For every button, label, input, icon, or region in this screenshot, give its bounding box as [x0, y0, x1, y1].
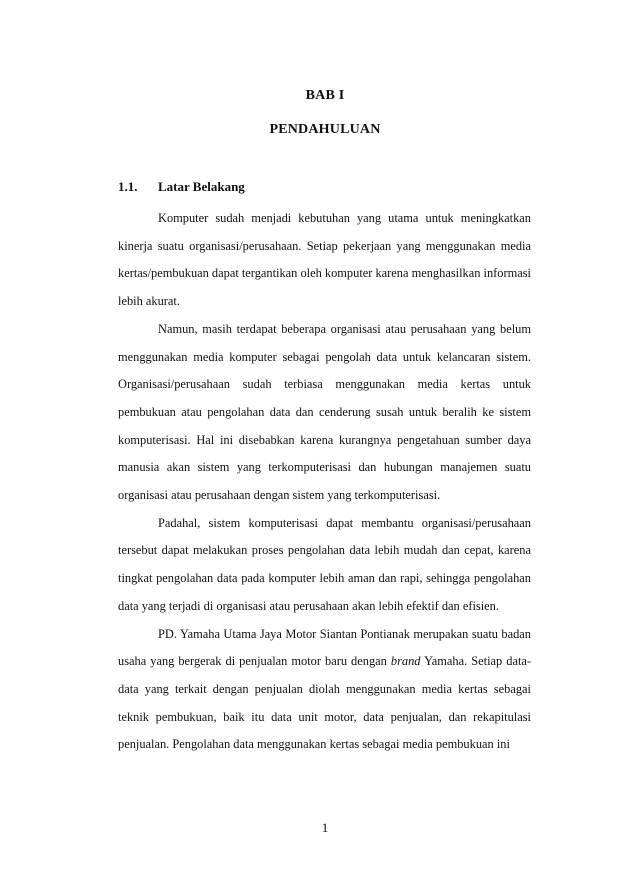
- paragraph-4-text-before: PD. Yamaha Utama Jaya Motor Siantan Pontianak merupakan suatu badan usaha yang bergerak di penjualan motor baru dengan: [118, 626, 531, 669]
- section-heading: [118, 179, 245, 195]
- chapter-title: PENDAHULUAN: [269, 122, 381, 137]
- body-text: [118, 205, 531, 759]
- paragraph-2: Namun, masih terdapat beberapa organisasi atau perusahaan yang belum menggunakan media komputer sebagai pengolah data untuk kelancaran sistem. Organisasi/perusahaan sudah terbiasa menggunakan media kertas untuk pembukuan atau pengolahan data dan cenderung susah untuk beralih ke sistem komputerisasi. Hal ini disebabkan karena kurangnya pengetahuan sumber daya manusia akan sistem yang terkomputerisasi dan hubungan manajemen suatu organisasi atau perusahaan dengan sistem yang terkomputerisasi.: [118, 321, 531, 503]
- paragraph-4-text-after: Yamaha. Setiap data-data yang terkait dengan penjualan diolah menggunakan media kertas sebagai teknik pembukuan, baik itu data unit motor, data penjualan, dan rekapitulasi penjualan. Pengolahan data menggunakan kertas sebagai media pembukuan ini: [118, 654, 532, 752]
- paragraph-1: Komputer sudah menjadi kebutuhan yang utama untuk meningkatkan kinerja suatu organisasi/perusahaan. Setiap pekerjaan yang menggunakan media kertas/pembukuan dapat tergantikan oleh komputer karena menghasilkan informasi lebih akurat.: [118, 211, 532, 309]
- paragraph-3: Padahal, sistem komputerisasi dapat membantu organisasi/perusahaan tersebut dapat melakukan proses pengolahan data lebih mudah dan cepat, karena tingkat pengolahan data pada komputer lebih aman dan rapi, sehingga pengolahan data yang terjadi di organisasi atau perusahaan akan lebih efektif dan efisien.: [118, 515, 531, 613]
- chapter-number: BAB I: [305, 88, 345, 103]
- section-title: Latar Belakang: [158, 179, 245, 194]
- paragraph-4-emphasis: brand: [390, 654, 421, 669]
- paragraph-4: [118, 621, 531, 760]
- page-number: 1: [321, 820, 329, 835]
- section-number: 1.1.: [118, 179, 138, 194]
